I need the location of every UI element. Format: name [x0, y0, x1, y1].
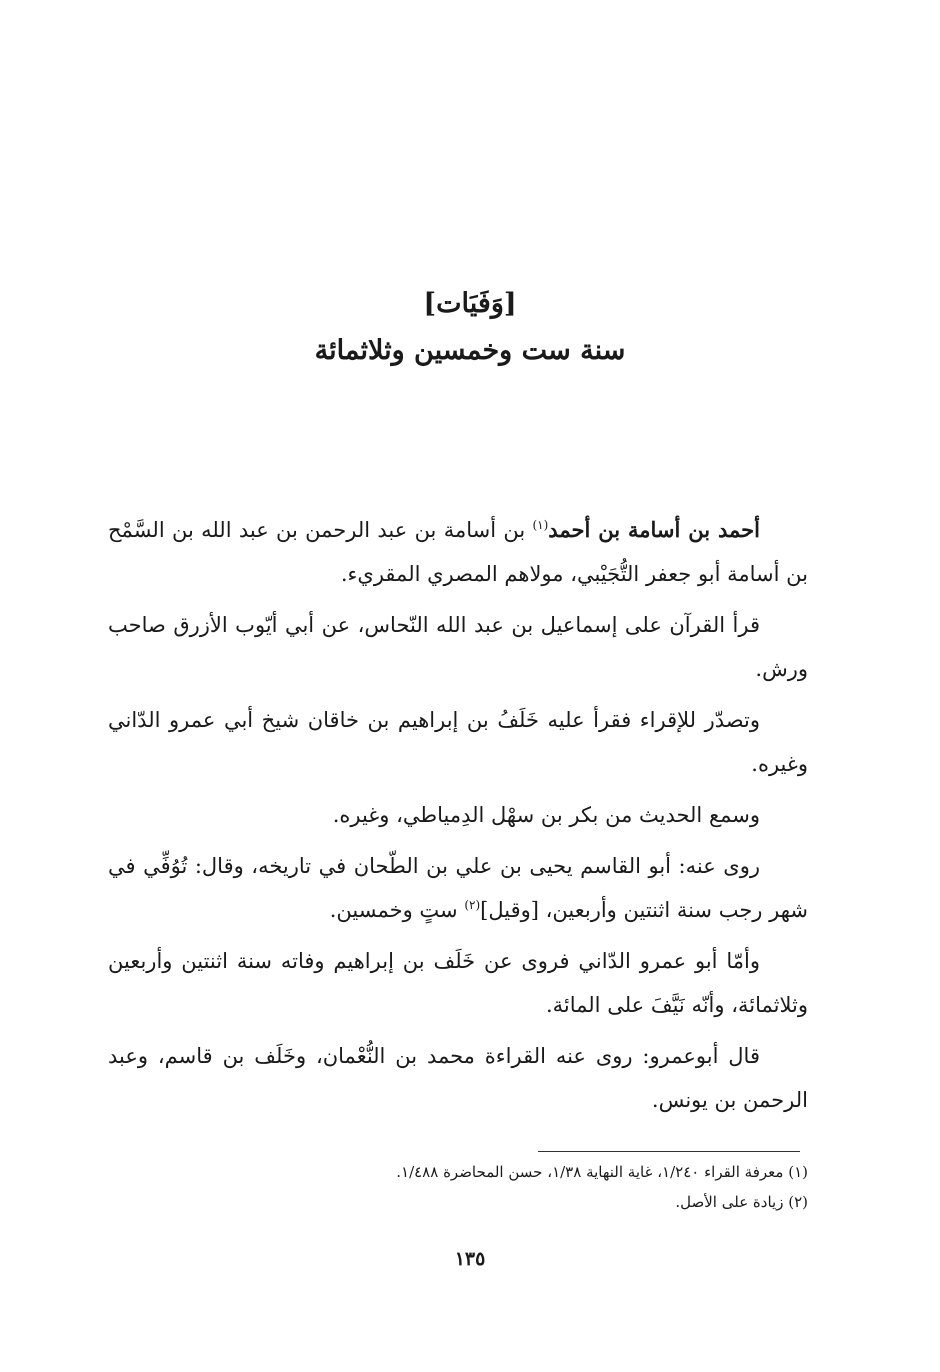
- main-text: [108, 508, 808, 1129]
- footnote-mark-1: (١): [532, 518, 549, 532]
- footnotes: [108, 1157, 808, 1217]
- paragraph-5: [108, 844, 808, 932]
- footnote-mark-2: (٢): [464, 898, 481, 912]
- paragraph-7: قال أبوعمرو: روى عنه القراءة محمد بن النُّعْمان، وخَلَف بن قاسم، وعبد الرحمن بن يونس.: [108, 1044, 808, 1112]
- paragraph-6: وأمّا أبو عمرو الدّاني فروى عن خَلَف بن إبراهيم وفاته سنة اثنتين وأربعين وثلاثمائة، وأنّه نَيَّفَ على المائة.: [108, 949, 808, 1017]
- paragraph-3: وتصدّر للإقراء فقرأ عليه خَلَفُ بن إبراهيم بن خاقان شيخ أبي عمرو الدّاني وغيره.: [108, 708, 808, 776]
- footnote-1: (١) معرفة القراء ١/٢٤٠، غاية النهاية ١/٣٨، حسن المحاضرة ١/٤٨٨.: [396, 1163, 808, 1181]
- year-heading: سنة ست وخمسين وثلاثمائة: [314, 335, 626, 366]
- paragraph-2: قرأ القرآن على إسماعيل بن عبد الله النّحاس، عن أبي أيّوب الأزرق صاحب ورش.: [108, 613, 808, 681]
- footnote-2: (٢) زيادة على الأصل.: [675, 1193, 808, 1211]
- section-heading: [وَفَيَات]: [423, 288, 517, 319]
- paragraph-5-text-b: ستٍ وخمسين.: [329, 898, 465, 922]
- page-number: ١٣٥: [454, 1248, 486, 1270]
- entry-lineage: بن أسامة بن عبد الرحمن بن عبد الله بن السَّمْح بن أسامة أبو جعفر التُّجَيْبي، مولاهم المصري المقريء.: [108, 518, 808, 586]
- paragraph-4: وسمع الحديث من بكر بن سهْل الدِمياطي، وغيره.: [332, 803, 760, 827]
- entry-name: أحمد بن أسامة بن أحمد: [548, 517, 760, 542]
- footnote-divider: [538, 1151, 800, 1152]
- paragraph-entry: [108, 508, 808, 596]
- paragraph-5-text-a: روى عنه: أبو القاسم يحيى بن علي بن الطّحان في تاريخه، وقال: تُوُفِّي في شهر رجب سنة اثنتين وأربعين، [وقيل]: [108, 854, 808, 922]
